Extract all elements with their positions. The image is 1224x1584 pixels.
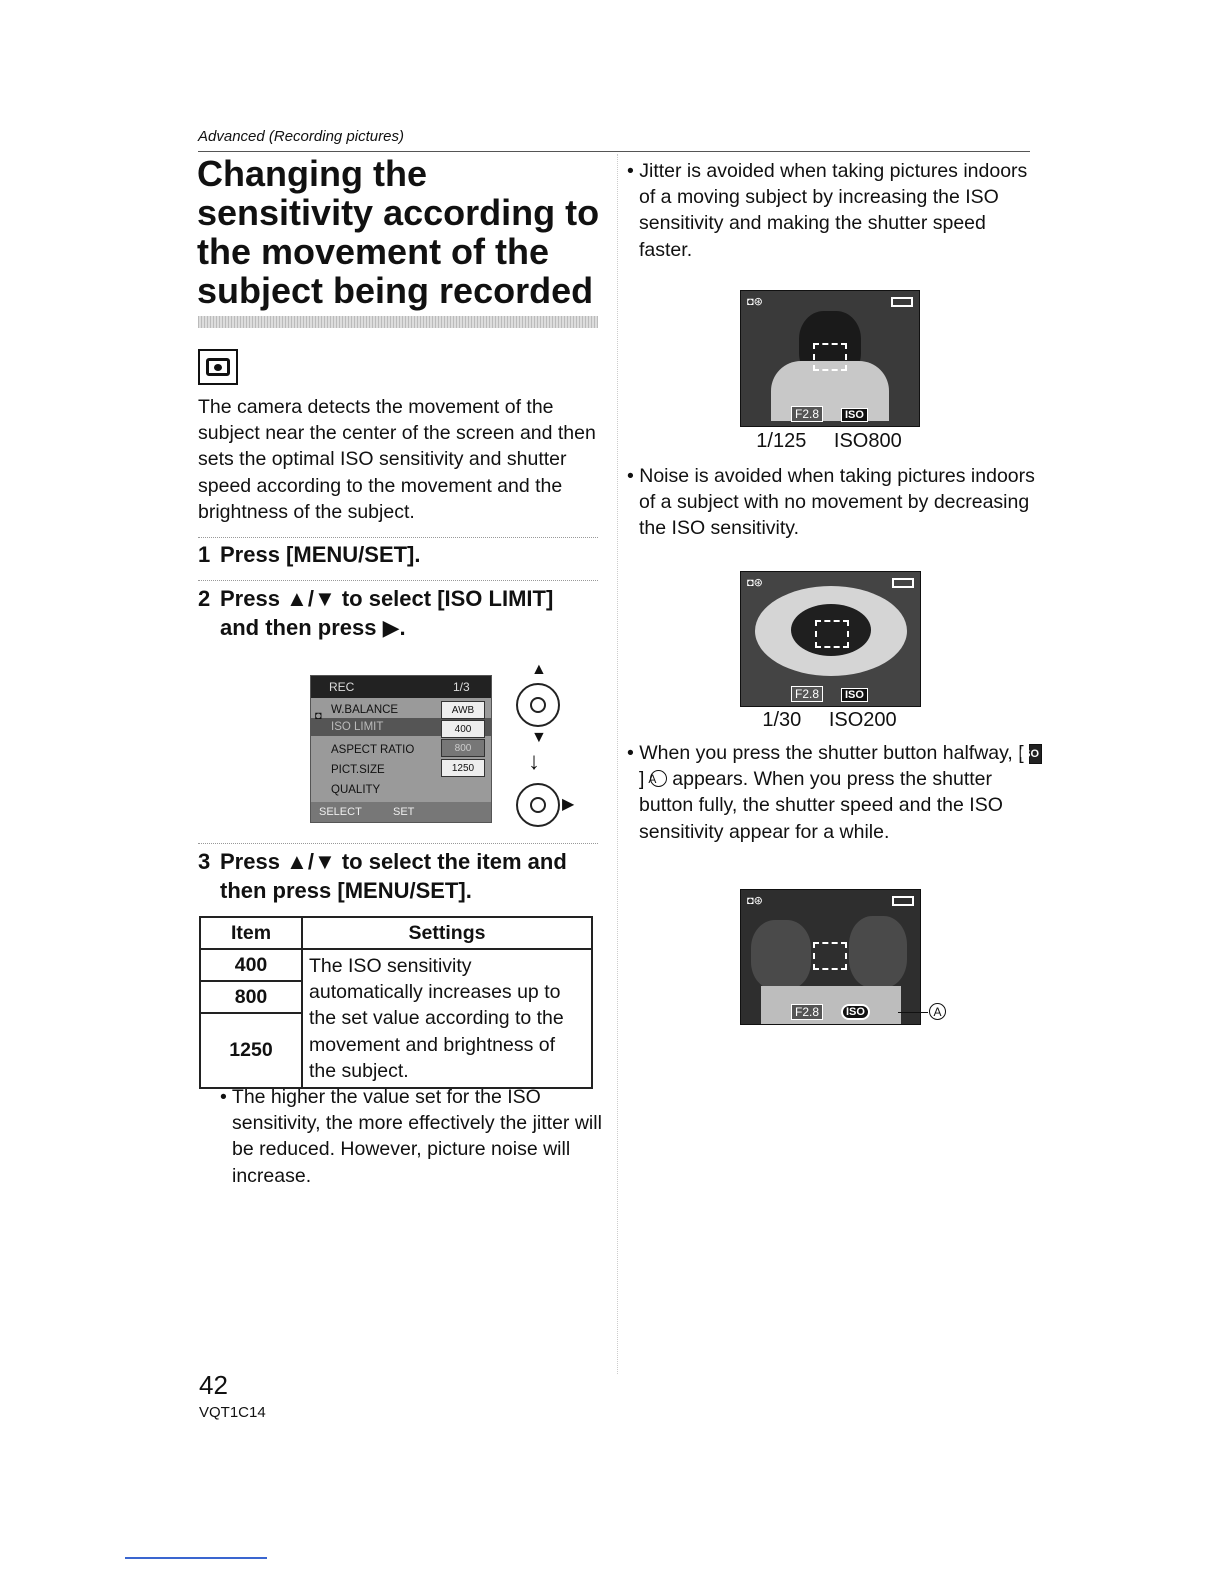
aperture-label: F2.8: [791, 686, 823, 702]
intro-paragraph: The camera detects the movement of the subject near the center of the screen and then sets the optimal ISO sensitivity and shutter speed according to the movement and the brightness of the subject.: [198, 396, 596, 523]
aperture-label: F2.8: [791, 406, 823, 422]
marker-leader-line: [898, 1012, 928, 1013]
table-cell-item: 800: [200, 981, 302, 1013]
menu-footer-set: SET: [393, 806, 415, 818]
menu-row-value: AWB: [441, 701, 485, 719]
menu-row-label: ISO LIMIT: [331, 721, 384, 733]
note-left: • The higher the value set for the ISO sensitivity, the more effectively the jitter will be reduced. However, picture noise will increase.: [220, 1086, 602, 1187]
table-row: [200, 949, 592, 981]
photo-caption: 1/125 ISO800: [756, 430, 902, 452]
bullet-jitter: • Jitter is avoided when taking pictures indoors of a moving subject by increasing the ISO sensitivity and making the shutter speed faster.: [627, 160, 1028, 261]
document-code: VQT1C14: [199, 1404, 266, 1421]
intelligent-iso-mode-icon: [198, 349, 238, 385]
menu-row-label: W.BALANCE: [331, 704, 399, 716]
title-underline: [198, 316, 598, 328]
menu-row-label: ASPECT RATIO: [331, 744, 415, 756]
battery-icon: [892, 578, 914, 588]
bullet-text-c: appears. When you press the shutter button fully, the shutter speed and the ISO sensitivity appear for a while.: [639, 768, 1003, 843]
bullet-text: Jitter is avoided when taking pictures indoors of a moving subject by increasing the ISO sensitivity and making the shutter speed faster.: [639, 160, 1028, 261]
menu-row-value: 1250: [441, 759, 485, 777]
divider: [198, 580, 598, 581]
step-text-line2: and then press ▶.: [220, 615, 406, 640]
settings-table: [199, 916, 593, 1089]
photo-person-left: [751, 920, 811, 990]
photo-person-right: [849, 916, 907, 988]
bullet-halfway: • When you press the shutter button halfway, [ ISO ] A appears. When you press the shutter button fully, the shutter speed and the ISO sensitivity appear for a while.: [627, 740, 1043, 845]
cursor-dial-right-icon: [516, 783, 560, 827]
menu-row-label: PICT.SIZE: [331, 764, 385, 776]
bottom-accent-line: [125, 1557, 267, 1559]
table-cell-item: 1250: [200, 1013, 302, 1088]
step-3: [198, 847, 618, 905]
marker-a: A: [650, 770, 667, 787]
iso-indicator: ISO: [841, 688, 868, 702]
af-frame-icon: [813, 942, 847, 970]
table-header-settings: Settings: [302, 917, 592, 949]
camera-mode-icon: ◘: [315, 710, 322, 722]
menu-row-selected: [317, 717, 441, 737]
down-arrow-icon: ▼: [531, 729, 547, 746]
step-number: 2: [198, 586, 211, 611]
step-text-line1: Press ▲/▼ to select [ISO LIMIT]: [220, 586, 554, 611]
menu-row-value: 400: [441, 720, 485, 738]
battery-icon: [891, 297, 913, 307]
table-header-item: Item: [200, 917, 302, 949]
table-cell-settings: The ISO sensitivity automatically increases up to the set value according to the movement and brightness of the subject.: [302, 949, 592, 1088]
menu-row: [317, 740, 441, 760]
step-text: Press [MENU/SET].: [220, 542, 421, 567]
photo-indicator-example: [740, 889, 921, 1025]
camera-mode-icon: ◘⊛: [747, 577, 763, 589]
section-label: Advanced (Recording pictures): [198, 128, 404, 145]
photo-moving-subject: [740, 290, 920, 427]
menu-row: [317, 760, 441, 780]
bullet-text: Noise is avoided when taking pictures indoors of a subject with no movement by decreasing the ISO sensitivity.: [639, 465, 1035, 540]
up-arrow-icon: ▲: [531, 661, 547, 678]
menu-row: [317, 780, 441, 800]
aperture-label: F2.8: [791, 1004, 823, 1020]
bullet-noise: • Noise is avoided when taking pictures indoors of a subject with no movement by decreasing the ISO sensitivity.: [627, 465, 1035, 540]
iso-indicator-highlighted: ISO: [841, 1004, 870, 1020]
af-frame-icon: [815, 620, 849, 648]
bullet-text-b: ]: [639, 768, 645, 791]
marker-a: A: [929, 1003, 946, 1020]
menu-page: 1/3: [453, 680, 470, 694]
then-arrow-icon: ↓: [528, 748, 540, 775]
note-text: The higher the value set for the ISO sensitivity, the more effectively the jitter will be reduced. However, picture noise will increase.: [231, 1086, 602, 1187]
step-number: 1: [198, 542, 211, 567]
photo-still-subject: [740, 571, 921, 707]
table-header-row: [200, 917, 592, 949]
iso-indicator: ISO: [841, 408, 868, 422]
menu-footer: [311, 802, 491, 822]
header-rule: [198, 151, 1030, 152]
af-frame-icon: [813, 343, 847, 371]
menu-row-value: 800: [441, 739, 485, 757]
step-1: [198, 540, 608, 569]
menu-title: REC: [329, 680, 355, 694]
menu-header: [311, 676, 491, 698]
cursor-dial-icon: [516, 683, 560, 727]
bullet-text-a: When you press the shutter button halfway, [: [639, 742, 1024, 764]
menu-footer-select: SELECT: [319, 806, 362, 818]
divider: [198, 537, 598, 538]
step-number: 3: [198, 849, 211, 874]
menu-row-label: QUALITY: [331, 784, 381, 796]
battery-icon: [892, 896, 914, 906]
step-text-line1: Press ▲/▼ to select the item and: [220, 849, 567, 874]
intelligent-iso-icon: ISO: [1029, 744, 1042, 764]
table-cell-item: 400: [200, 949, 302, 981]
photo-table: [761, 986, 901, 1024]
right-arrow-icon: ▶: [562, 796, 575, 813]
divider: [198, 843, 598, 844]
step-text-line2: then press [MENU/SET].: [220, 878, 472, 903]
page-number: 42: [199, 1370, 228, 1400]
camera-menu-screen: [310, 675, 492, 823]
photo-caption: 1/30 ISO200: [762, 709, 897, 731]
column-divider: [617, 154, 618, 1374]
page-title: Changing the sensitivity according to the movement of the subject being recorded: [197, 153, 600, 311]
camera-mode-icon: ◘⊛: [747, 296, 763, 308]
camera-mode-icon: ◘⊛: [747, 895, 763, 907]
step-2: [198, 584, 608, 642]
